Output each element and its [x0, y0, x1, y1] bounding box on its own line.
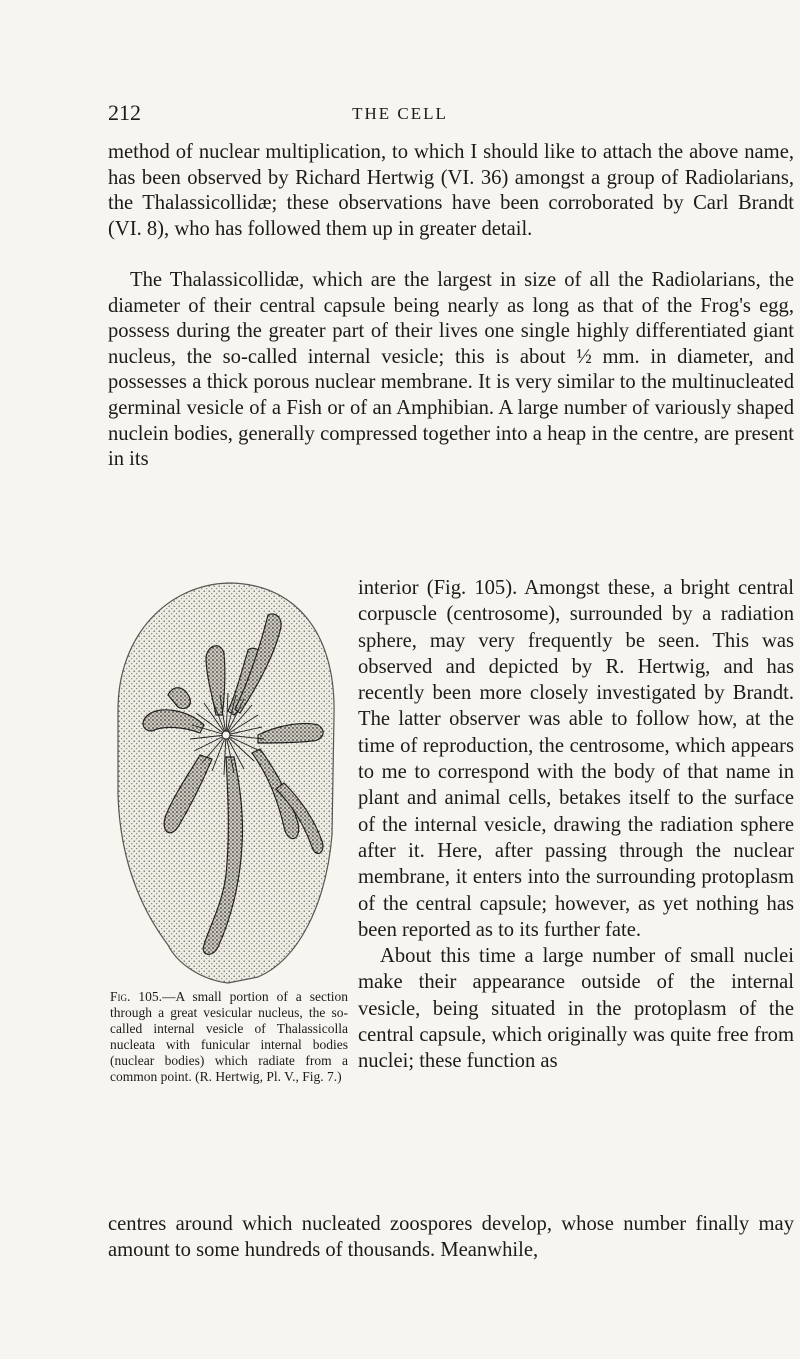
paragraph-3-start: About this time a large number of small nuclei make their appearance outside of the internal vesicle, being situated in the protoplasm of the central capsule, which originally was quite free from nuclei; these function as — [358, 945, 794, 1073]
page-number: 212 — [108, 100, 141, 125]
paragraph-1-text: method of nuclear multiplication, to which I should like to attach the above name, has been observed by Richard Hertwig (VI. 36) amongst a group of Radiolarians, the Thalassicollidæ; these observations have been corroborated by Carl Brandt (VI. 8), who has followed them up in greater detail. — [108, 141, 794, 240]
running-title: THE CELL — [352, 104, 448, 123]
figure-and-text-block — [108, 575, 794, 1085]
paragraph-2-top-text: The Thalassicollidæ, which are the largest in size of all the Radiolarians, the diameter of their central capsule being nearly as long as that of the Frog's egg, possess during the greater part of their lives one single highly differentiated giant nucleus, the so-called internal vesicle; this is about ½ mm. in diameter, and possesses a thick porous nuclear membrane. It is very similar to the multinucleated germinal vesicle of a Fish or of an Amphibian. A large number of variously shaped nuclein bodies, generally compressed together into a heap in the centre, are present in its — [108, 269, 794, 471]
paragraph-2-continued: interior (Fig. 105). Amongst these, a bright central corpuscle (centrosome), surrounded by a radiation sphere, may very frequently be seen. This was observed and depicted by R. Hertwig, and has recently been more closely investigated by Brandt. The latter observer was able to follow how, at the time of reproduction, the centrosome, which appears to me to correspond with the body of that name in plant and animal cells, betakes itself to the surface of the internal vesicle, drawing the radiation sphere after it. Here, after passing through the nuclear membrane, it enters into the surrounding protoplasm of the central capsule; however, as yet nothing has been reported as to its further fate. — [358, 577, 794, 941]
centrosome — [222, 731, 230, 739]
figure-caption — [110, 989, 348, 1085]
paragraph-3-end — [108, 1211, 794, 1263]
paragraph-2-top — [108, 268, 794, 473]
nucleus-section-illustration — [108, 575, 340, 987]
paragraph-1 — [108, 140, 794, 242]
figure-105 — [108, 575, 348, 1085]
paragraph-3-end-text: centres around which nucleated zoospores develop, whose number finally may amount to some hundreds of thousands. Meanwhile, — [108, 1213, 794, 1261]
figure-caption-text: —A small portion of a section through a great vesicular nucleus, the so-called internal vesicle of Thalassicolla nucleata with funicular internal bodies (nuclear bodies) which radiate from a common point. (R. Hertwig, Pl. V., Fig. 7.) — [110, 989, 348, 1084]
figure-caption-label: Fig. 105. — [110, 989, 162, 1004]
